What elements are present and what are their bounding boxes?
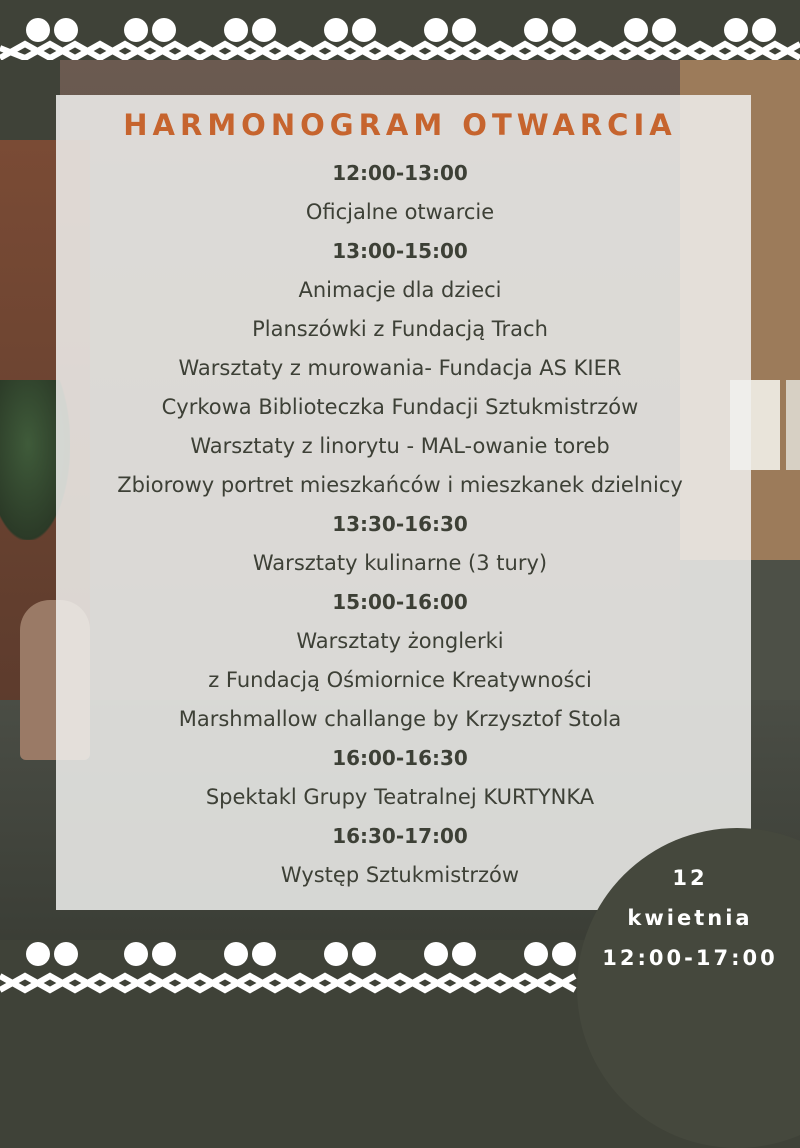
schedule-activity: Spektakl Grupy Teatralnej KURTYNKA [205, 785, 595, 809]
schedule-time: 16:00-16:30 [332, 746, 468, 770]
schedule-time: 15:00-16:00 [332, 590, 468, 614]
schedule-time: 16:30-17:00 [332, 824, 468, 848]
date-badge-text [580, 858, 800, 978]
poster-title: HARMONOGRAM OTWARCIA [123, 108, 677, 142]
schedule-activity: Cyrkowa Biblioteczka Fundacji Sztukmistrzów [161, 395, 639, 419]
schedule-activity: Planszówki z Fundacją Trach [252, 317, 548, 341]
schedule-activity: Warsztaty żonglerki [296, 629, 504, 653]
schedule-list [0, 154, 800, 895]
schedule-activity: Warsztaty z murowania- Fundacja AS KIER [178, 356, 622, 380]
schedule-time: 13:30-16:30 [332, 512, 468, 536]
schedule-activity: Animacje dla dzieci [298, 278, 502, 302]
schedule-activity: Oficjalne otwarcie [305, 200, 495, 224]
date-hours: 12:00-17:00 [602, 946, 778, 970]
schedule-time: 13:00-15:00 [332, 239, 468, 263]
schedule-activity: Występ Sztukmistrzów [280, 863, 520, 887]
schedule-time: 12:00-13:00 [332, 161, 468, 185]
schedule-activity: Warsztaty kulinarne (3 tury) [252, 551, 548, 575]
date-month: kwietnia [627, 906, 753, 930]
schedule-activity: Marshmallow challange by Krzysztof Stola [178, 707, 622, 731]
schedule-activity: Zbiorowy portret mieszkańców i mieszkanek dzielnicy [117, 473, 683, 497]
schedule-activity: Warsztaty z linorytu - MAL-owanie toreb [190, 434, 610, 458]
date-day: 12 [672, 866, 708, 890]
schedule-activity: z Fundacją Ośmiornice Kreatywności [208, 668, 592, 692]
top-pattern-band [0, 0, 800, 60]
